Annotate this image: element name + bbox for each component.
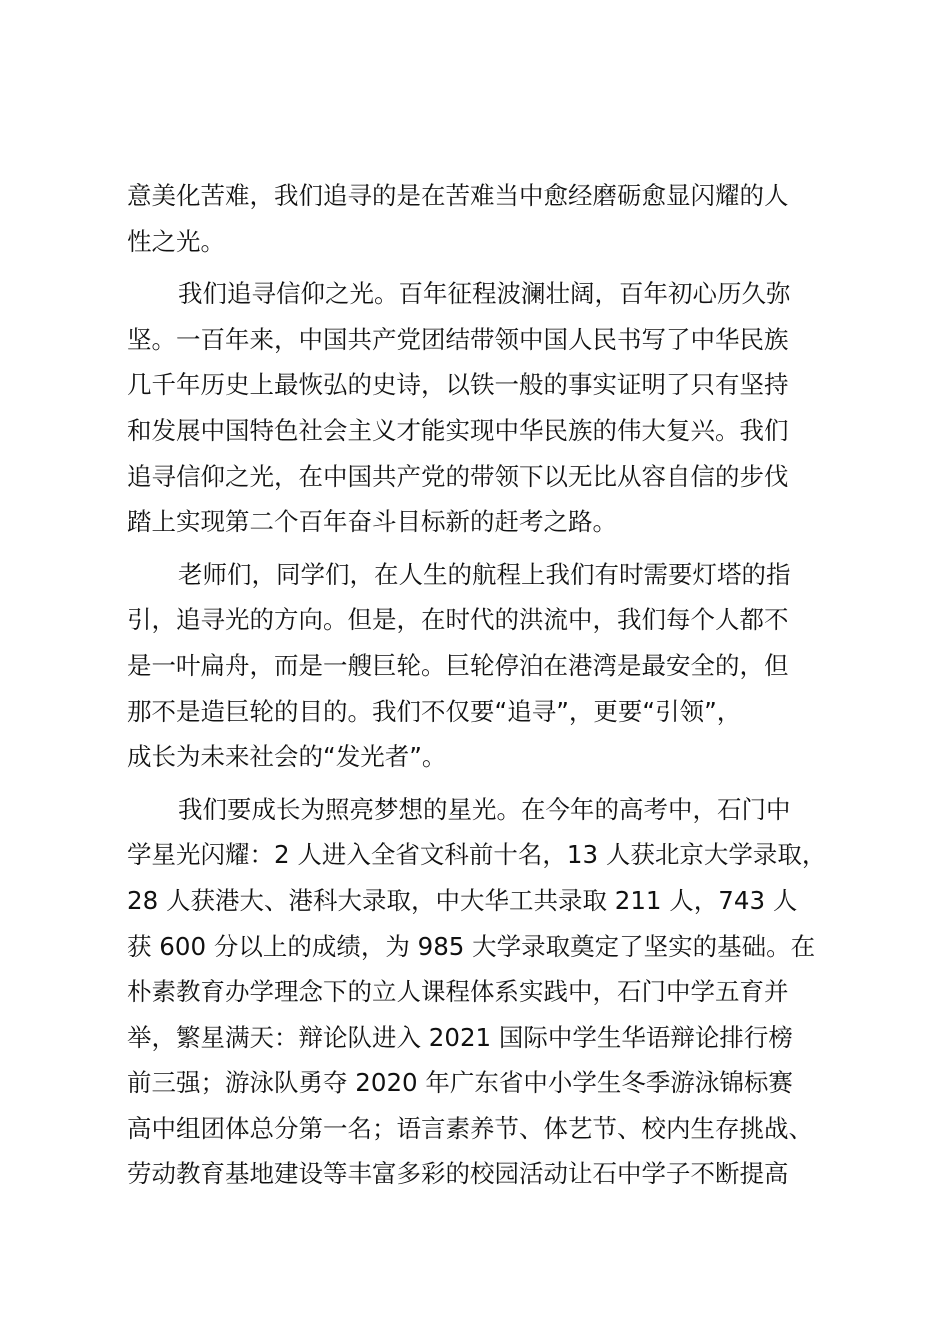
paragraph-2	[127, 271, 839, 545]
paragraph-line: 获 600 分以上的成绩，为 985 大学录取奠定了坚实的基础。在	[127, 931, 816, 961]
paragraph-first-line: 我们追寻信仰之光。百年征程波澜壮阔，百年初心历久弥	[178, 279, 791, 309]
paragraph-line: 那不是造巨轮的目的。我们不仅要“追寻”，更要“引领”，	[127, 696, 742, 726]
body-text	[127, 173, 839, 1197]
paragraph-line: 前三强；游泳队勇夺 2020 年广东省中小学生冬季游泳锦标赛	[127, 1068, 793, 1098]
paragraph-line: 高中组团体总分第一名；语言素养节、体艺节、校内生存挑战、	[127, 1113, 813, 1143]
paragraph-1	[127, 173, 839, 264]
paragraph-line: 性之光。	[127, 226, 225, 256]
paragraph-line: 意美化苦难，我们追寻的是在苦难当中愈经磨砺愈显闪耀的人	[127, 181, 789, 210]
paragraph-line: 和发展中国特色社会主义才能实现中华民族的伟大复兴。我们	[127, 415, 789, 445]
paragraph-first-line: 我们要成长为照亮梦想的星光。在今年的高考中，石门中	[178, 794, 791, 824]
paragraph-4	[127, 787, 839, 1197]
paragraph-line: 举，繁星满天：辩论队进入 2021 国际中学生华语辩论排行榜	[127, 1022, 793, 1052]
paragraph-line: 28 人获港大、港科大录取，中大华工共录取 211 人，743 人	[127, 885, 798, 915]
paragraph-line: 几千年历史上最恢弘的史诗，以铁一般的事实证明了只有坚持	[127, 370, 789, 400]
paragraph-line: 是一叶扁舟，而是一艘巨轮。巨轮停泊在港湾是最安全的，但	[127, 650, 789, 680]
paragraph-3	[127, 552, 839, 780]
paragraph-line: 朴素教育办学理念下的立人课程体系实践中，石门中学五育并	[127, 977, 789, 1007]
paragraph-line: 学星光闪耀：2 人进入全省文科前十名，13 人获北京大学录取，	[127, 840, 827, 870]
paragraph-first-line: 老师们，同学们，在人生的航程上我们有时需要灯塔的指	[178, 559, 791, 589]
paragraph-line: 成长为未来社会的“发光者”。	[127, 742, 447, 772]
paragraph-line: 追寻信仰之光，在中国共产党的带领下以无比从容自信的步伐	[127, 461, 789, 491]
paragraph-line: 引，追寻光的方向。但是，在时代的洪流中，我们每个人都不	[127, 605, 789, 635]
paragraph-line: 踏上实现第二个百年奋斗目标新的赶考之路。	[127, 507, 617, 537]
paragraph-line: 坚。一百年来，中国共产党团结带领中国人民书写了中华民族	[127, 324, 789, 354]
paragraph-line: 劳动教育基地建设等丰富多彩的校园活动让石中学子不断提高	[127, 1159, 789, 1189]
